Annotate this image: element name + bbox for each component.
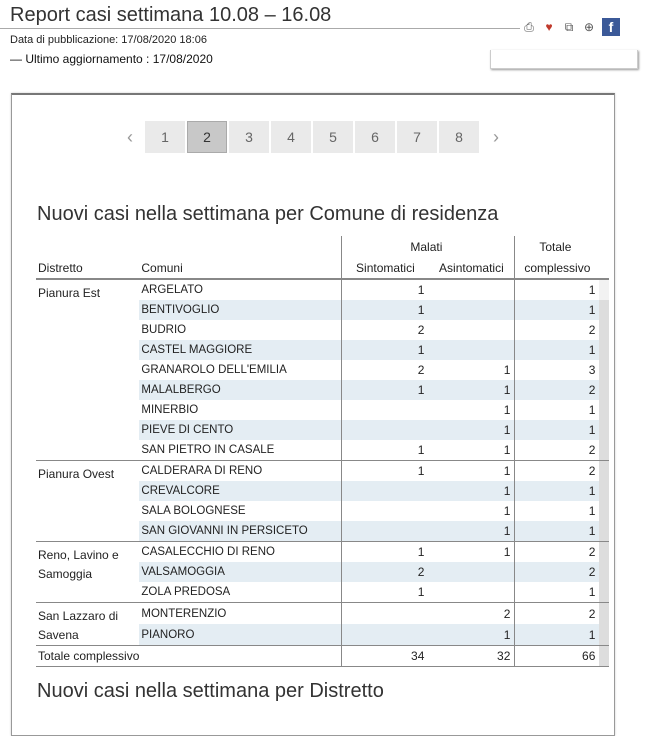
sintomatici-cell bbox=[342, 481, 429, 501]
distretto-cell: Pianura Est bbox=[38, 286, 101, 300]
sintomatici-cell: 2 bbox=[342, 320, 429, 340]
table-row bbox=[36, 542, 609, 563]
asintomatici-cell: 1 bbox=[428, 481, 515, 501]
table-scrollbar-track[interactable] bbox=[599, 521, 609, 542]
asintomatici-cell bbox=[428, 300, 515, 320]
comune-cell: CASALECCHIO DI RENO bbox=[139, 542, 342, 563]
sintomatici-cell: 1 bbox=[342, 582, 429, 603]
page-button-6[interactable]: 6 bbox=[355, 121, 395, 153]
table-scrollbar-track[interactable] bbox=[599, 603, 609, 625]
heart-icon[interactable]: ♥ bbox=[545, 20, 553, 34]
totale-cell: 1 bbox=[515, 279, 600, 300]
sintomatici-cell bbox=[342, 400, 429, 420]
table-scrollbar-track[interactable] bbox=[599, 440, 609, 461]
section-title-comune: Nuovi casi nella settimana per Comune di residenza bbox=[37, 203, 499, 225]
distretto-header: Distretto bbox=[36, 258, 139, 279]
facebook-icon[interactable]: f bbox=[602, 18, 620, 36]
asintomatici-header: Asintomatici bbox=[428, 258, 515, 279]
comune-cell: BUDRIO bbox=[141, 324, 187, 336]
page-button-8[interactable]: 8 bbox=[439, 121, 479, 153]
page-button-1[interactable]: 1 bbox=[145, 121, 185, 153]
asintomatici-cell: 1 bbox=[503, 363, 511, 377]
table-scrollbar-track[interactable] bbox=[599, 646, 609, 667]
asintomatici-cell bbox=[428, 582, 515, 603]
totale-cell: 1 bbox=[515, 481, 600, 501]
malati-header: Malati bbox=[342, 236, 515, 258]
table-scrollbar-track[interactable] bbox=[599, 320, 609, 340]
table-scrollbar-track[interactable] bbox=[599, 380, 609, 400]
table-row bbox=[36, 603, 609, 625]
sintomatici-cell: 1 bbox=[342, 340, 429, 360]
totale-cell: 2 bbox=[515, 380, 600, 400]
sintomatici-cell bbox=[342, 521, 429, 542]
page-button-7[interactable]: 7 bbox=[397, 121, 437, 153]
prev-page-icon[interactable]: ‹ bbox=[127, 126, 133, 147]
table-scrollbar-track[interactable] bbox=[599, 481, 609, 501]
asintomatici-cell: 1 bbox=[428, 380, 515, 400]
totale-cell: 1 bbox=[515, 340, 600, 360]
cases-table bbox=[36, 236, 609, 667]
page-button-4[interactable]: 4 bbox=[271, 121, 311, 153]
pagination bbox=[115, 121, 511, 153]
totale-cell: 1 bbox=[515, 400, 600, 420]
sintomatici-cell: 1 bbox=[342, 440, 429, 461]
totale-cell: 1 bbox=[515, 420, 600, 440]
sintomatici-cell bbox=[342, 501, 429, 521]
print-icon[interactable]: ⎙ bbox=[524, 20, 534, 34]
sintomatici-cell: 1 bbox=[342, 300, 429, 320]
totale-cell: 1 bbox=[515, 582, 600, 603]
total-sintomatici: 34 bbox=[342, 646, 429, 667]
sintomatici-cell: 2 bbox=[342, 562, 429, 582]
window-icon[interactable]: ⧉ bbox=[564, 20, 574, 34]
comune-cell: CALDERARA DI RENO bbox=[139, 461, 342, 482]
distretto-cell: Reno, Lavino e Samoggia bbox=[36, 542, 139, 603]
plus-icon[interactable]: ⊕ bbox=[583, 20, 595, 34]
table-scrollbar-track[interactable] bbox=[599, 582, 609, 603]
publication-date: Data di pubblicazione: 17/08/2020 18:06 bbox=[10, 34, 207, 46]
section-title-distretto: Nuovi casi nella settimana per Distretto bbox=[37, 680, 384, 702]
last-updated: — Ultimo aggiornamento : 17/08/2020 bbox=[10, 52, 213, 66]
totale-cell: 1 bbox=[515, 624, 600, 646]
table-scrollbar-track[interactable] bbox=[599, 624, 609, 646]
sintomatici-cell: 1 bbox=[342, 542, 429, 563]
totale-cell: 2 bbox=[515, 542, 600, 563]
table-scrollbar-track[interactable] bbox=[599, 420, 609, 440]
totale-cell: 2 bbox=[515, 562, 600, 582]
comune-cell: PIEVE DI CENTO bbox=[139, 420, 342, 440]
totale-cell: 1 bbox=[515, 521, 600, 542]
comune-cell: SAN PIETRO IN CASALE bbox=[141, 444, 275, 456]
comune-cell: VALSAMOGGIA bbox=[139, 562, 342, 582]
comune-cell: ZOLA PREDOSA bbox=[141, 586, 231, 598]
sintomatici-header: Sintomatici bbox=[342, 258, 429, 279]
table-scrollbar-track[interactable] bbox=[599, 542, 609, 563]
totale-cell: 2 bbox=[515, 320, 600, 340]
totale-cell: 1 bbox=[515, 501, 600, 521]
sintomatici-cell bbox=[342, 420, 429, 440]
asintomatici-cell: 1 bbox=[503, 403, 511, 417]
asintomatici-cell: 2 bbox=[428, 603, 515, 625]
comune-cell: SALA BOLOGNESE bbox=[141, 505, 246, 517]
totale-header-line1: Totale bbox=[515, 236, 600, 258]
table-scrollbar-track[interactable] bbox=[599, 300, 609, 320]
comuni-header: Comuni bbox=[139, 258, 342, 279]
totale-cell: 1 bbox=[515, 300, 600, 320]
total-asintomatici: 32 bbox=[428, 646, 515, 667]
title-divider bbox=[0, 28, 520, 29]
sintomatici-cell: 1 bbox=[342, 380, 429, 400]
next-page-icon[interactable]: › bbox=[493, 126, 499, 147]
asintomatici-cell: 1 bbox=[428, 420, 515, 440]
page-title: Report casi settimana 10.08 – 16.08 bbox=[10, 4, 332, 26]
page-button-3[interactable]: 3 bbox=[229, 121, 269, 153]
asintomatici-cell bbox=[428, 320, 515, 340]
total-complessivo: 66 bbox=[515, 646, 600, 667]
comune-cell: MALALBERGO bbox=[139, 380, 342, 400]
comune-cell: BENTIVOGLIO bbox=[139, 300, 342, 320]
asintomatici-cell: 1 bbox=[503, 443, 511, 457]
comune-cell: PIANORO bbox=[139, 624, 342, 646]
asintomatici-cell bbox=[428, 562, 515, 582]
asintomatici-cell: 1 bbox=[428, 461, 515, 482]
total-spacer bbox=[139, 646, 342, 667]
sintomatici-cell: 1 bbox=[342, 461, 429, 482]
sintomatici-cell bbox=[342, 624, 429, 646]
totale-cell: 3 bbox=[515, 360, 600, 380]
comune-cell: CREVALCORE bbox=[139, 481, 342, 501]
table-scrollbar-track[interactable] bbox=[599, 340, 609, 360]
page-button-2[interactable]: 2 bbox=[187, 121, 227, 153]
table-scrollbar-track[interactable] bbox=[599, 360, 609, 380]
asintomatici-cell bbox=[428, 340, 515, 360]
distretto-cell: Pianura Ovest bbox=[36, 461, 139, 542]
sintomatici-cell: 1 bbox=[342, 279, 429, 300]
totale-header-line2: complessivo bbox=[515, 258, 600, 279]
sintomatici-cell bbox=[342, 603, 429, 625]
totale-cell: 2 bbox=[515, 603, 600, 625]
totale-cell: 2 bbox=[515, 440, 600, 461]
table-scrollbar-track[interactable] bbox=[599, 562, 609, 582]
comune-cell: MINERBIO bbox=[141, 404, 199, 416]
share-dropdown-box bbox=[490, 50, 638, 69]
asintomatici-cell: 1 bbox=[503, 504, 511, 518]
totale-cell: 2 bbox=[515, 461, 600, 482]
comune-cell: CASTEL MAGGIORE bbox=[139, 340, 342, 360]
sintomatici-cell: 2 bbox=[342, 360, 429, 380]
table-scrollbar-track[interactable] bbox=[599, 461, 609, 482]
comune-cell: ARGELATO bbox=[141, 284, 203, 296]
share-toolbar bbox=[522, 18, 620, 36]
asintomatici-cell: 1 bbox=[428, 521, 515, 542]
total-label: Totale complessivo bbox=[36, 646, 139, 667]
comune-cell: GRANAROLO DELL'EMILIA bbox=[141, 364, 287, 376]
distretto-cell: San Lazzaro di Savena bbox=[36, 603, 139, 646]
table-row bbox=[36, 279, 609, 300]
asintomatici-cell: 1 bbox=[428, 624, 515, 646]
table-scrollbar-track[interactable] bbox=[599, 279, 609, 300]
table-row bbox=[36, 461, 609, 482]
table-scrollbar-track[interactable] bbox=[599, 501, 609, 521]
table-scrollbar-track[interactable] bbox=[599, 400, 609, 420]
comune-cell: MONTERENZIO bbox=[139, 603, 342, 625]
asintomatici-cell bbox=[428, 279, 515, 300]
asintomatici-cell: 1 bbox=[428, 542, 515, 563]
total-row bbox=[36, 646, 609, 667]
page-button-5[interactable]: 5 bbox=[313, 121, 353, 153]
comune-cell: SAN GIOVANNI IN PERSICETO bbox=[139, 521, 342, 542]
